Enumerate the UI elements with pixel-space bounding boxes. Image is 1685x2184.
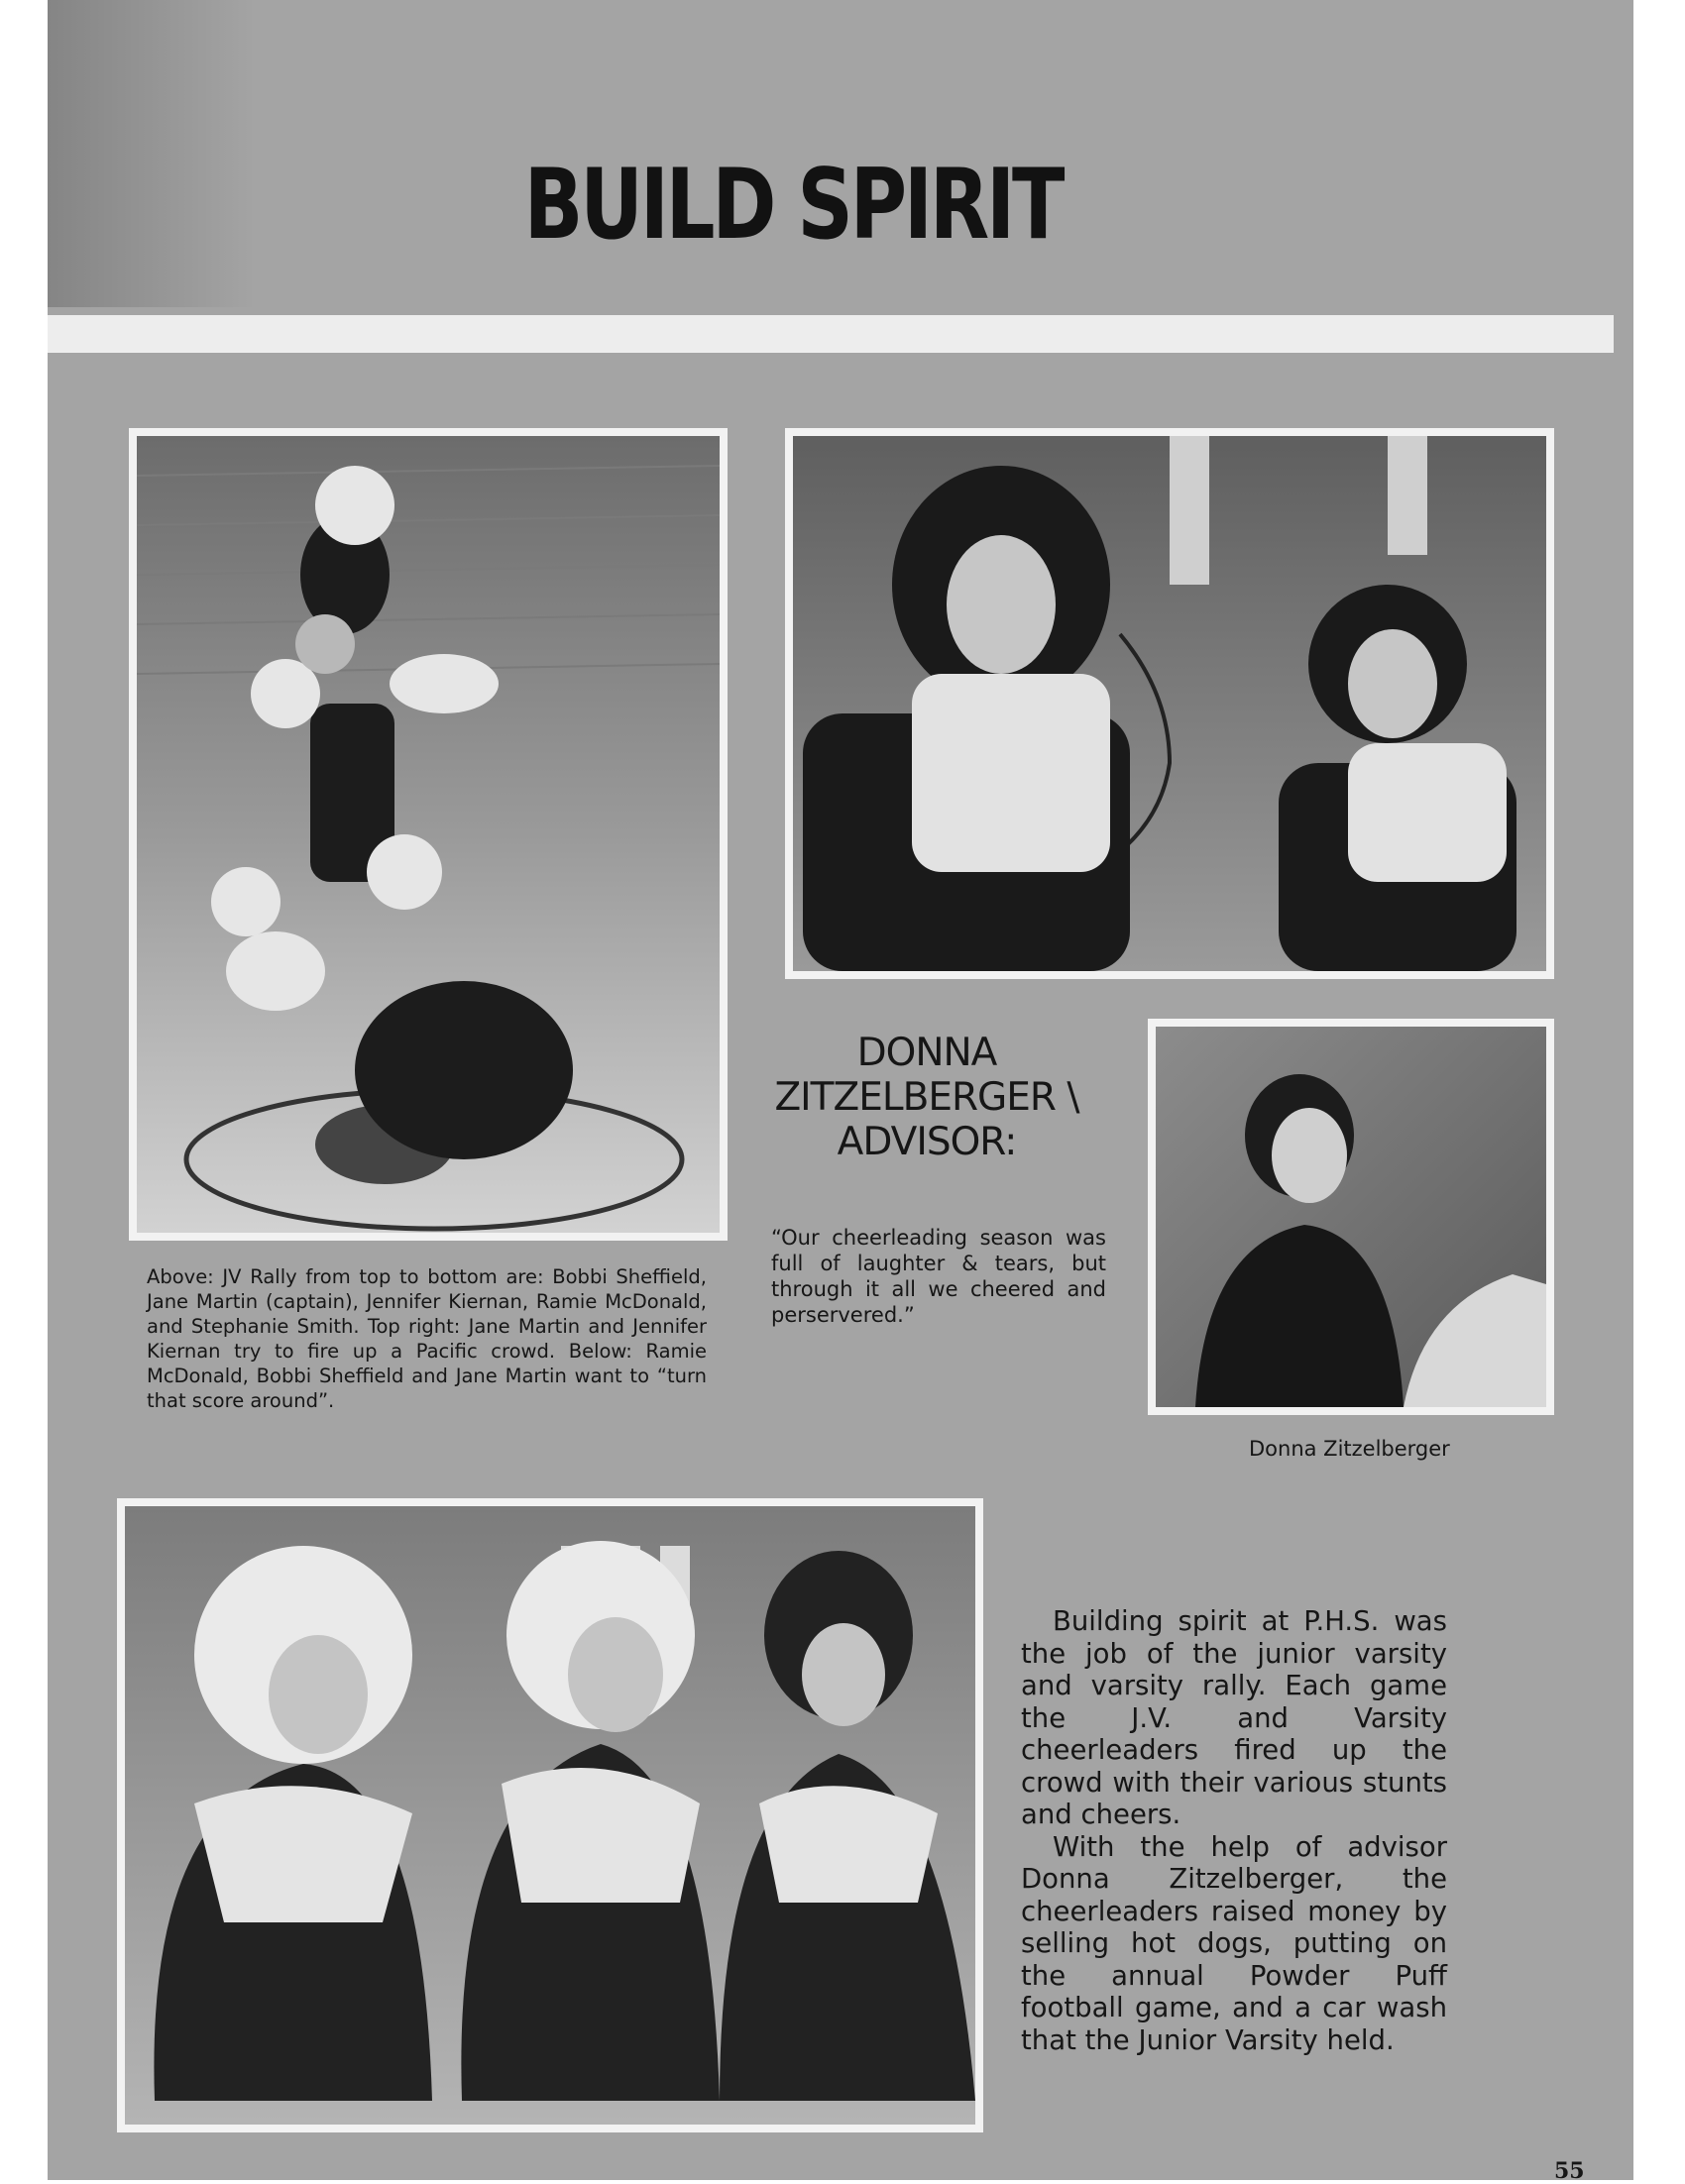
page-number: 55 [1554, 2158, 1585, 2184]
photo-caption: Above: JV Rally from top to bottom are: Bobbi Sheffield, Jane Martin (captain), Jennifer Kiernan, Ramie McDonald, and Stephanie Smith. Top right: Jane Martin and Jennifer Kiernan try to fire up a Pacific crowd. Below: Ramie McDonald, Bobbi Sheffield and Jane Martin want to “turn that score around”. [147, 1265, 707, 1412]
advisor-heading-line3: ADVISOR: [837, 1120, 1017, 1164]
article-body [1021, 1605, 1447, 2056]
advisor-quote: “Our cheerleading season was full of laughter & tears, but through it all we cheered and perservered.” [771, 1226, 1106, 1327]
advisor-heading [758, 1031, 1095, 1164]
cheerleaders-courtside-photo [785, 428, 1554, 979]
article-paragraph-1: Building spirit at P.H.S. was the job of the junior varsity and varsity rally. Each game the J.V. and Varsity cheerleaders fired up the crowd with their various stunts and cheers. [1021, 1605, 1447, 1830]
advisor-heading-line2: ZITZELBERGER \ [774, 1075, 1079, 1120]
title-divider-band [48, 315, 1614, 353]
jv-rally-pyramid-photo [129, 428, 728, 1241]
article-paragraph-2: With the help of advisor Donna Zitzelberger, the cheerleaders raised money by selling hot dogs, putting on the annual Powder Puff football game, and a car wash that the Junior Varsity held. [1021, 1830, 1447, 2056]
page-title: BUILD SPIRIT [523, 149, 1063, 262]
advisor-portrait-photo [1148, 1019, 1554, 1415]
portrait-caption: Donna Zitzelberger [1249, 1437, 1450, 1461]
advisor-heading-line1: DONNA [856, 1031, 997, 1075]
cheerleaders-performing-photo [117, 1498, 983, 2132]
